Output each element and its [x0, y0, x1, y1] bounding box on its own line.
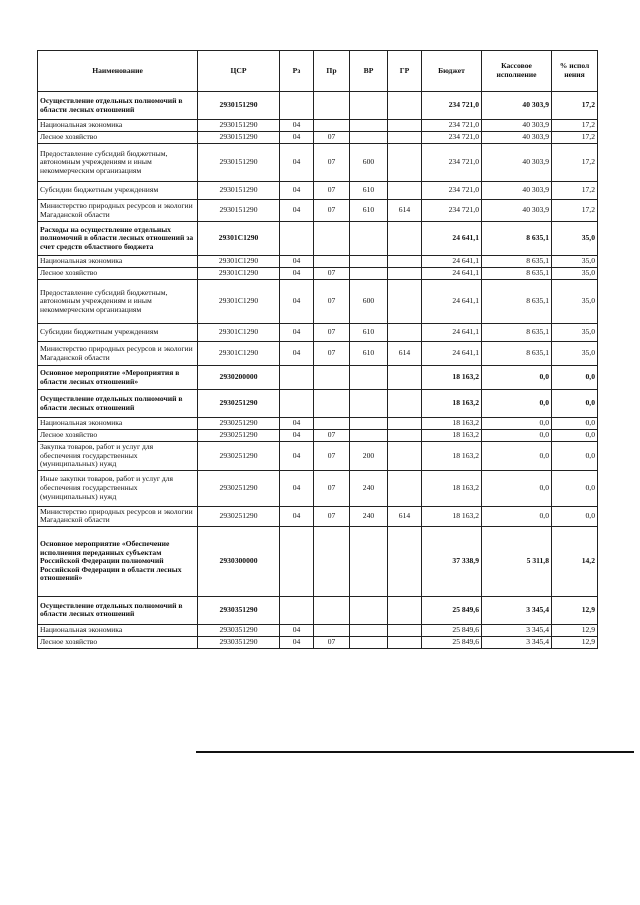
header-csr: ЦСР [198, 51, 280, 92]
cell-name: Лесное хозяйство [38, 430, 198, 442]
cell-name: Осуществление отдельных полномочий в области лесных отношений [38, 390, 198, 418]
cell-rz: 04 [280, 268, 314, 280]
cell-rz: 04 [280, 624, 314, 636]
cell-pr [314, 92, 350, 120]
cell-gr [388, 390, 422, 418]
cell-pct: 17,2 [552, 182, 598, 200]
cell-pr [314, 256, 350, 268]
cell-vr [350, 624, 388, 636]
header-pr: Пр [314, 51, 350, 92]
cell-rz: 04 [280, 442, 314, 471]
cell-name: Национальная экономика [38, 624, 198, 636]
table-body [38, 92, 598, 649]
cell-csr: 2930251290 [198, 506, 280, 526]
cell-cash: 40 303,9 [482, 92, 552, 120]
cell-gr [388, 182, 422, 200]
cell-csr: 2930151290 [198, 120, 280, 132]
cell-gr [388, 132, 422, 144]
cell-gr [388, 144, 422, 182]
cell-vr: 240 [350, 506, 388, 526]
cell-pct: 35,0 [552, 256, 598, 268]
table-row [38, 200, 598, 222]
cell-pct: 35,0 [552, 268, 598, 280]
cell-budget: 25 849,6 [422, 596, 482, 624]
cell-cash: 0,0 [482, 442, 552, 471]
cell-csr: 2930200000 [198, 366, 280, 390]
cell-budget: 18 163,2 [422, 430, 482, 442]
cell-pct: 0,0 [552, 442, 598, 471]
cell-csr: 2930351290 [198, 596, 280, 624]
cell-rz: 04 [280, 418, 314, 430]
cell-pct: 0,0 [552, 506, 598, 526]
header-gr: ГР [388, 51, 422, 92]
cell-rz [280, 366, 314, 390]
cell-rz: 04 [280, 200, 314, 222]
cell-vr [350, 256, 388, 268]
cell-name: Национальная экономика [38, 418, 198, 430]
cell-cash: 0,0 [482, 506, 552, 526]
table-row [38, 324, 598, 342]
cell-name: Лесное хозяйство [38, 132, 198, 144]
cell-vr: 610 [350, 200, 388, 222]
cell-budget: 25 849,6 [422, 624, 482, 636]
table-row [38, 430, 598, 442]
cell-pct: 17,2 [552, 120, 598, 132]
cell-name: Министерство природных ресурсов и экологии Магаданской области [38, 342, 198, 366]
cell-gr: 614 [388, 342, 422, 366]
cell-pct: 35,0 [552, 222, 598, 256]
cell-vr: 200 [350, 442, 388, 471]
cell-pct: 35,0 [552, 280, 598, 324]
cell-budget: 18 163,2 [422, 390, 482, 418]
table-row [38, 256, 598, 268]
cell-csr: 2930351290 [198, 624, 280, 636]
cell-csr: 2930251290 [198, 470, 280, 506]
cell-pct: 12,9 [552, 596, 598, 624]
cell-gr: 614 [388, 200, 422, 222]
cell-vr: 610 [350, 324, 388, 342]
cell-rz: 04 [280, 636, 314, 648]
cell-pct: 17,2 [552, 200, 598, 222]
cell-vr: 610 [350, 342, 388, 366]
cell-csr: 2930251290 [198, 442, 280, 471]
cell-pr [314, 418, 350, 430]
header-cash: Кассовое исполнение [482, 51, 552, 92]
cell-gr [388, 442, 422, 471]
cell-csr: 29301С1290 [198, 256, 280, 268]
cell-vr [350, 636, 388, 648]
cell-vr [350, 92, 388, 120]
cell-cash: 3 345,4 [482, 636, 552, 648]
table-row [38, 596, 598, 624]
cell-csr: 29301С1290 [198, 342, 280, 366]
cell-name: Субсидии бюджетным учреждениям [38, 182, 198, 200]
cell-budget: 24 641,1 [422, 268, 482, 280]
cell-budget: 24 641,1 [422, 222, 482, 256]
cell-gr [388, 256, 422, 268]
cell-vr [350, 526, 388, 596]
cell-gr: 614 [388, 506, 422, 526]
table-header-row [38, 51, 598, 92]
cell-pct: 12,9 [552, 636, 598, 648]
cell-name: Расходы на осуществление отдельных полномочий в области лесных отношений за счет средств областного бюджета [38, 222, 198, 256]
cell-cash: 0,0 [482, 418, 552, 430]
table-row [38, 132, 598, 144]
cell-name: Осуществление отдельных полномочий в области лесных отношений [38, 92, 198, 120]
cell-rz [280, 92, 314, 120]
header-vr: ВР [350, 51, 388, 92]
cell-vr [350, 268, 388, 280]
cell-pct: 17,2 [552, 132, 598, 144]
cell-pct: 0,0 [552, 366, 598, 390]
cell-budget: 234 721,0 [422, 144, 482, 182]
cell-rz: 04 [280, 256, 314, 268]
cell-pr: 07 [314, 430, 350, 442]
cell-csr: 2930151290 [198, 200, 280, 222]
table-row [38, 624, 598, 636]
cell-pct: 0,0 [552, 390, 598, 418]
cell-pr: 07 [314, 268, 350, 280]
cell-cash: 40 303,9 [482, 182, 552, 200]
cell-vr: 600 [350, 144, 388, 182]
cell-vr: 600 [350, 280, 388, 324]
cell-pct: 12,9 [552, 624, 598, 636]
header-rz: Рз [280, 51, 314, 92]
cell-gr [388, 92, 422, 120]
cell-name: Предоставление субсидий бюджетным, автономным учреждениям и иным некоммерческим организациям [38, 280, 198, 324]
cell-csr: 29301С1290 [198, 222, 280, 256]
cell-vr [350, 120, 388, 132]
cell-rz: 04 [280, 132, 314, 144]
cell-vr [350, 390, 388, 418]
cell-csr: 2930351290 [198, 636, 280, 648]
table-row [38, 222, 598, 256]
budget-execution-table [37, 50, 598, 649]
cell-gr [388, 526, 422, 596]
cell-pr [314, 596, 350, 624]
table-row [38, 636, 598, 648]
cell-name: Основное мероприятие «Обеспечение исполнения переданных субъектам Российской Федерации полномочий Российской Федерации в области лесных отношений» [38, 526, 198, 596]
table-row [38, 470, 598, 506]
cell-name: Министерство природных ресурсов и экологии Магаданской области [38, 506, 198, 526]
cell-pr: 07 [314, 144, 350, 182]
cell-rz [280, 596, 314, 624]
cell-name: Закупка товаров, работ и услуг для обеспечения государственных (муниципальных) нужд [38, 442, 198, 471]
cell-vr [350, 418, 388, 430]
cell-pct: 0,0 [552, 470, 598, 506]
cell-cash: 40 303,9 [482, 120, 552, 132]
cell-cash: 8 635,1 [482, 222, 552, 256]
cell-gr [388, 222, 422, 256]
cell-pct: 0,0 [552, 430, 598, 442]
cell-pr: 07 [314, 200, 350, 222]
cell-pct: 35,0 [552, 342, 598, 366]
cell-budget: 24 641,1 [422, 280, 482, 324]
cell-name: Иные закупки товаров, работ и услуг для обеспечения государственных (муниципальных) нужд [38, 470, 198, 506]
table-row [38, 144, 598, 182]
cell-rz: 04 [280, 144, 314, 182]
cell-pct: 17,2 [552, 92, 598, 120]
cell-csr: 2930251290 [198, 430, 280, 442]
cell-budget: 24 641,1 [422, 342, 482, 366]
cell-rz: 04 [280, 324, 314, 342]
cell-pct: 35,0 [552, 324, 598, 342]
cell-vr [350, 430, 388, 442]
cell-gr [388, 470, 422, 506]
bottom-divider [196, 751, 634, 753]
cell-name: Осуществление отдельных полномочий в области лесных отношений [38, 596, 198, 624]
cell-name: Основное мероприятие «Мероприятия в области лесных отношений» [38, 366, 198, 390]
cell-gr [388, 596, 422, 624]
cell-cash: 8 635,1 [482, 324, 552, 342]
cell-budget: 25 849,6 [422, 636, 482, 648]
cell-pct: 14,2 [552, 526, 598, 596]
cell-gr [388, 624, 422, 636]
cell-budget: 234 721,0 [422, 200, 482, 222]
cell-budget: 18 163,2 [422, 366, 482, 390]
cell-cash: 3 345,4 [482, 596, 552, 624]
cell-vr: 240 [350, 470, 388, 506]
cell-cash: 40 303,9 [482, 132, 552, 144]
cell-pr [314, 120, 350, 132]
cell-name: Предоставление субсидий бюджетным, автономным учреждениям и иным некоммерческим организациям [38, 144, 198, 182]
cell-name: Субсидии бюджетным учреждениям [38, 324, 198, 342]
cell-gr [388, 366, 422, 390]
cell-budget: 234 721,0 [422, 120, 482, 132]
cell-pr: 07 [314, 506, 350, 526]
cell-budget: 24 641,1 [422, 256, 482, 268]
cell-rz: 04 [280, 470, 314, 506]
cell-pr: 07 [314, 442, 350, 471]
cell-gr [388, 418, 422, 430]
cell-name: Национальная экономика [38, 256, 198, 268]
cell-budget: 18 163,2 [422, 470, 482, 506]
header-budget: Бюджет [422, 51, 482, 92]
cell-pr: 07 [314, 342, 350, 366]
cell-pr [314, 624, 350, 636]
cell-vr [350, 596, 388, 624]
table-row [38, 366, 598, 390]
cell-csr: 29301С1290 [198, 268, 280, 280]
cell-vr [350, 132, 388, 144]
cell-csr: 2930151290 [198, 182, 280, 200]
table-row [38, 390, 598, 418]
cell-cash: 0,0 [482, 366, 552, 390]
cell-rz: 04 [280, 280, 314, 324]
cell-cash: 5 311,8 [482, 526, 552, 596]
cell-budget: 234 721,0 [422, 92, 482, 120]
cell-pr: 07 [314, 280, 350, 324]
cell-cash: 0,0 [482, 470, 552, 506]
cell-pr: 07 [314, 470, 350, 506]
table-row [38, 342, 598, 366]
cell-csr: 29301С1290 [198, 324, 280, 342]
cell-cash: 8 635,1 [482, 256, 552, 268]
cell-csr: 2930151290 [198, 132, 280, 144]
cell-budget: 18 163,2 [422, 442, 482, 471]
cell-vr: 610 [350, 182, 388, 200]
cell-csr: 2930151290 [198, 92, 280, 120]
cell-cash: 8 635,1 [482, 280, 552, 324]
cell-gr [388, 280, 422, 324]
cell-pr [314, 366, 350, 390]
cell-cash: 0,0 [482, 390, 552, 418]
cell-rz: 04 [280, 506, 314, 526]
cell-budget: 37 338,9 [422, 526, 482, 596]
cell-cash: 3 345,4 [482, 624, 552, 636]
cell-pr: 07 [314, 324, 350, 342]
header-name: Наименование [38, 51, 198, 92]
cell-vr [350, 222, 388, 256]
cell-cash: 0,0 [482, 430, 552, 442]
table-row [38, 182, 598, 200]
cell-budget: 234 721,0 [422, 132, 482, 144]
cell-rz: 04 [280, 430, 314, 442]
table-row [38, 526, 598, 596]
cell-rz: 04 [280, 342, 314, 366]
cell-pr: 07 [314, 132, 350, 144]
cell-name: Лесное хозяйство [38, 268, 198, 280]
cell-budget: 234 721,0 [422, 182, 482, 200]
cell-csr: 2930251290 [198, 418, 280, 430]
cell-name: Министерство природных ресурсов и экологии Магаданской области [38, 200, 198, 222]
cell-rz: 04 [280, 182, 314, 200]
cell-pct: 17,2 [552, 144, 598, 182]
table-row [38, 92, 598, 120]
cell-gr [388, 120, 422, 132]
cell-cash: 40 303,9 [482, 144, 552, 182]
cell-rz [280, 526, 314, 596]
cell-rz [280, 390, 314, 418]
cell-rz [280, 222, 314, 256]
cell-cash: 8 635,1 [482, 342, 552, 366]
cell-csr: 2930300000 [198, 526, 280, 596]
cell-gr [388, 324, 422, 342]
table-row [38, 120, 598, 132]
cell-csr: 29301С1290 [198, 280, 280, 324]
cell-name: Лесное хозяйство [38, 636, 198, 648]
cell-pr [314, 526, 350, 596]
cell-name: Национальная экономика [38, 120, 198, 132]
table-row [38, 506, 598, 526]
cell-pct: 0,0 [552, 418, 598, 430]
cell-pr [314, 390, 350, 418]
cell-csr: 2930251290 [198, 390, 280, 418]
cell-gr [388, 268, 422, 280]
cell-vr [350, 366, 388, 390]
cell-pr [314, 222, 350, 256]
cell-pr: 07 [314, 182, 350, 200]
table-row [38, 418, 598, 430]
cell-budget: 24 641,1 [422, 324, 482, 342]
cell-pr: 07 [314, 636, 350, 648]
cell-csr: 2930151290 [198, 144, 280, 182]
cell-cash: 8 635,1 [482, 268, 552, 280]
cell-budget: 18 163,2 [422, 418, 482, 430]
header-pct: % испол нения [552, 51, 598, 92]
table-row [38, 268, 598, 280]
cell-rz: 04 [280, 120, 314, 132]
cell-budget: 18 163,2 [422, 506, 482, 526]
cell-gr [388, 636, 422, 648]
table-row [38, 442, 598, 471]
table-row [38, 280, 598, 324]
cell-gr [388, 430, 422, 442]
cell-cash: 40 303,9 [482, 200, 552, 222]
